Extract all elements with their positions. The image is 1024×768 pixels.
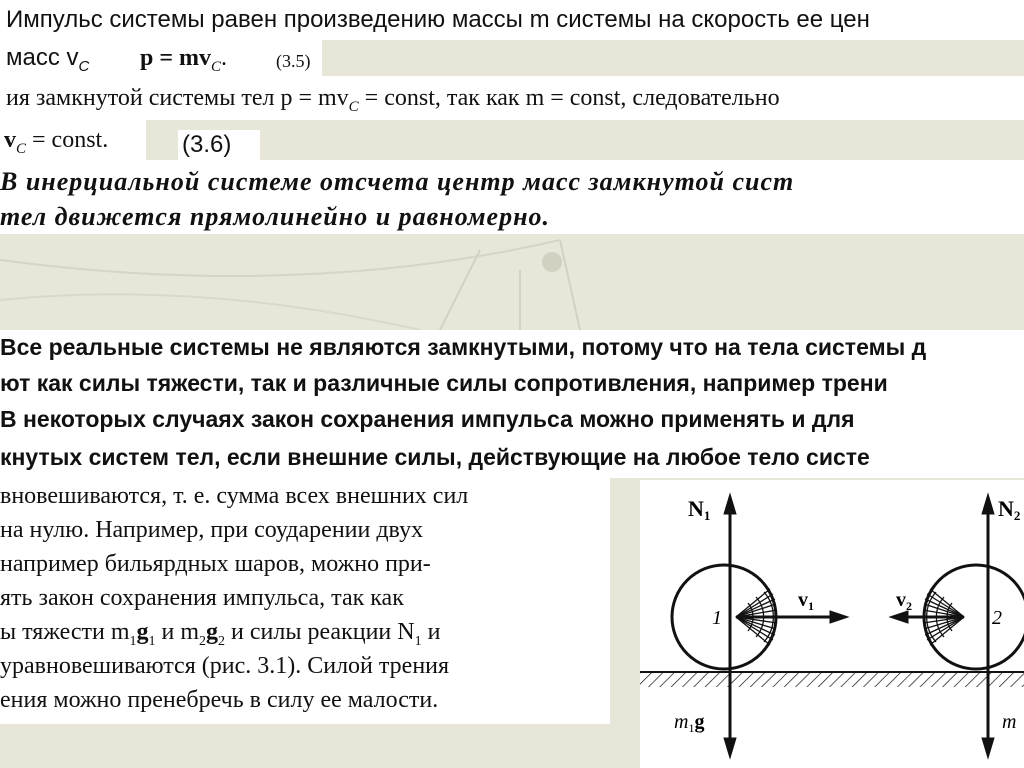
para9-k: и xyxy=(421,619,441,645)
para9-j: 1 xyxy=(414,633,422,649)
para9-b: 1 xyxy=(129,633,137,649)
line2-prefix: масс v xyxy=(6,44,79,71)
line3-sub: C xyxy=(348,98,359,115)
line4-sub: C xyxy=(16,140,27,157)
label-m2g: m xyxy=(1002,711,1017,733)
text-strip-5 xyxy=(0,160,1024,200)
figure-billiard-balls xyxy=(640,480,1024,768)
force-n1-arrow xyxy=(724,494,736,617)
italic-line-2: тел движется прямолинейно и равномерно. xyxy=(0,202,551,231)
text-strip-10 xyxy=(0,438,1024,478)
text-strip-2 xyxy=(0,40,322,76)
label-n1: N1 xyxy=(688,496,711,523)
para-line-1: Все реальные системы не являются замкнутыми, потому что на тела системы д xyxy=(0,334,927,360)
label-n2: N2 xyxy=(998,496,1021,523)
force-m2g-arrow xyxy=(982,617,994,758)
force-n2-arrow xyxy=(982,494,994,617)
label-v2: $v_2$ xyxy=(896,589,912,613)
text-strip-eq36 xyxy=(178,130,260,160)
para9-c: g xyxy=(136,619,149,645)
para9-a: ы тяжести m xyxy=(0,619,130,645)
formula-p: p = mv xyxy=(140,45,212,71)
para-line-4: кнутых систем тел, если внешние силы, действующие на любое тело систе xyxy=(0,444,870,470)
formula-sub: C xyxy=(211,58,222,75)
figure-svg xyxy=(640,480,1024,768)
text-strip-3 xyxy=(0,76,1024,120)
line3-suffix: = const, так как m = const, следовательно xyxy=(358,85,780,111)
text-line-4 xyxy=(4,128,108,157)
formula-3-5 xyxy=(140,46,227,75)
label-v1: $v_1$ xyxy=(798,589,814,613)
formula-dot: . xyxy=(221,45,228,71)
para9-d: 1 xyxy=(148,633,156,649)
text-line-2-prefix xyxy=(6,46,89,74)
para-line-10: уравновешиваются (рис. 3.1). Силой трения xyxy=(0,653,450,679)
label-ball-1: 1 xyxy=(712,607,722,629)
para9-g: g xyxy=(206,619,219,645)
text-column-left xyxy=(0,478,610,724)
label-m1g: $m_1g$ xyxy=(674,711,705,735)
para-line-11: ения можно пренебречь в силу ее малости. xyxy=(0,687,439,713)
ground-surface xyxy=(640,672,1024,687)
line4-v: v xyxy=(4,127,16,153)
text-strip-6 xyxy=(0,200,1024,234)
line3-prefix: ия замкнутой системы тел p = mv xyxy=(6,85,349,111)
line4-suffix: = const. xyxy=(26,127,109,153)
para9-h: 2 xyxy=(218,633,226,649)
text-strip-9 xyxy=(0,402,1024,438)
text-strip-1 xyxy=(0,0,1024,40)
para-line-7: например бильярдных шаров, можно при- xyxy=(0,551,431,577)
equation-number-3-6: (3.6) xyxy=(182,131,232,158)
para9-e: и m xyxy=(155,619,200,645)
para-line-3: В некоторых случаях закон сохранения импульса можно применять и для xyxy=(0,406,855,432)
text-line-1: Импульс системы равен произведению массы m системы на скорость ее цен xyxy=(6,6,870,33)
text-strip-4 xyxy=(0,120,146,160)
equation-number-3-5: (3.5) xyxy=(276,51,311,71)
label-ball-2: 2 xyxy=(992,607,1002,629)
text-line-3 xyxy=(6,86,780,115)
para-line-9 xyxy=(0,620,440,649)
para9-i: и силы реакции N xyxy=(225,619,415,645)
para-line-8: ять закон сохранения импульса, так как xyxy=(0,585,404,611)
text-strip-7 xyxy=(0,330,1024,366)
para-line-6: на нулю. Например, при соударении двух xyxy=(0,517,424,543)
text-strip-8 xyxy=(0,366,1024,402)
italic-line-1: В инерциальной системе отсчета центр масс замкнутой сист xyxy=(0,167,795,196)
force-m1g-arrow xyxy=(724,617,736,758)
para-line-5: вновешиваются, т. е. сумма всех внешних сил xyxy=(0,483,469,509)
para-line-2: ют как силы тяжести, так и различные силы сопротивления, например трени xyxy=(0,370,888,396)
para9-f: 2 xyxy=(199,633,207,649)
line2-sub: C xyxy=(78,57,90,75)
